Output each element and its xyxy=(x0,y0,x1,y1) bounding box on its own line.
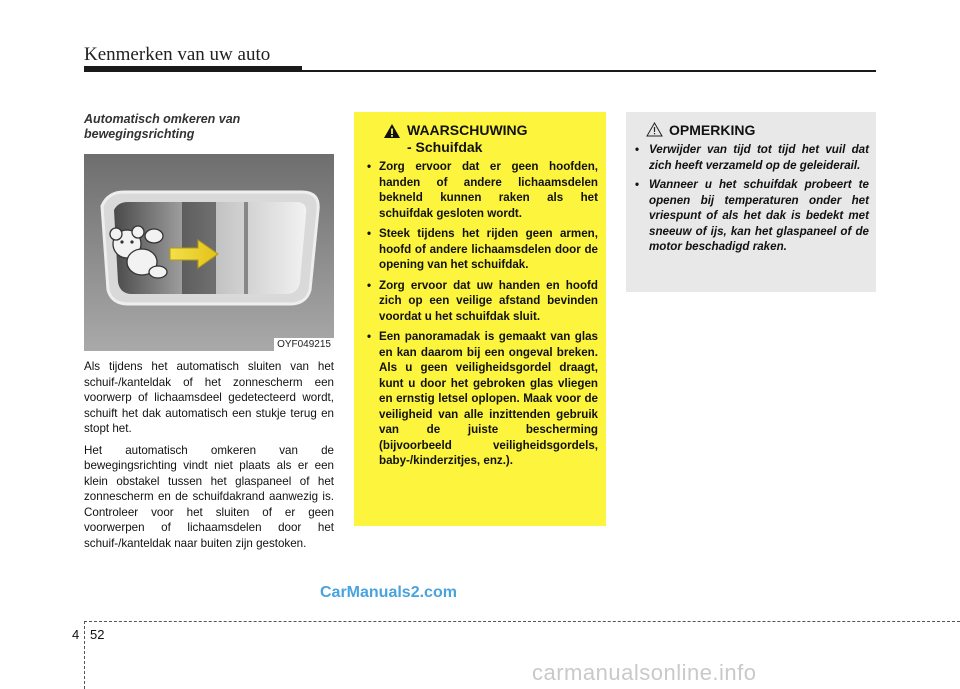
sunroof-drawing xyxy=(84,154,334,351)
main-column xyxy=(84,112,334,551)
note-header xyxy=(635,122,869,138)
note-list xyxy=(635,142,869,255)
note-title: OPMERKING xyxy=(669,122,756,138)
watermark-link[interactable]: CarManuals2.com xyxy=(320,584,457,601)
body-paragraph: Als tijdens het automatisch sluiten van het schuif-/kanteldak of het zonnescherm een voorwerp of lichaamsdeel gedetecteerd wordt, schuift het dak automatisch een stukje terug en stopt het. xyxy=(84,360,334,435)
header-rule-thin xyxy=(300,70,876,72)
section-number: 4 xyxy=(72,627,80,642)
warning-header xyxy=(367,122,598,139)
site-footer-link[interactable]: carmanualsonline.info xyxy=(532,660,757,685)
body-paragraph: Het automatisch omkeren van de bewegingsrichting vindt niet plaats als er een klein obstakel tussen het glaspaneel of het zonnescherm en de schuifdakrand aanwezig is. Controleer voor het sluiten of er geen voorwerpen of lichaamsdelen door het schuif-/kanteldak naar buiten zijn gestoken. xyxy=(84,443,334,550)
sunroof-illustration xyxy=(84,154,334,351)
warning-item: • Steek tijdens het rijden geen armen, hoofd of andere lichaamsdelen door de opening van het schuifdak. xyxy=(367,226,598,273)
warning-triangle-icon xyxy=(383,123,401,139)
header-rule-thick xyxy=(84,66,302,72)
page-header-title: Kenmerken van uw auto xyxy=(84,44,271,65)
warning-box xyxy=(354,112,606,526)
section-subheading: Automatisch omkeren van bewegingsrichting xyxy=(84,112,241,141)
note-box xyxy=(626,112,876,292)
warning-item: • Een panoramadak is gemaakt van glas en kan daarom bij een ongeval breken. Als u geen veiligheidsgordel draagt, kunt u door het gebroken glas vliegen en ernstig letsel oplopen. Maak voor de veiligheid van alle inzittenden gebruik van de juiste bescherming (bijvoorbeeld veiligheidsgordels, baby-/kinderzitjes, enz.). xyxy=(367,329,598,469)
warning-item: • Zorg ervoor dat er geen hoofden, handen of andere lichaamsdelen bekneld kunnen raken als het schuifdak gesloten wordt. xyxy=(367,159,598,221)
warning-item: • Zorg ervoor dat uw handen en hoofd zich op een veilige afstand bevinden voordat u het schuifdak sluit. xyxy=(367,278,598,325)
warning-list xyxy=(367,159,598,469)
warning-subtitle: - Schuifdak xyxy=(407,139,483,155)
figure-code: OYF049215 xyxy=(274,338,334,351)
footer-vertical-divider xyxy=(84,621,85,689)
warning-title: WAARSCHUWING xyxy=(407,122,528,138)
note-item: • Verwijder van tijd tot tijd het vuil dat zich heeft verzameld op de geleiderail. xyxy=(635,142,869,173)
page-number: 52 xyxy=(90,627,105,642)
footer-divider xyxy=(84,621,960,622)
note-item: • Wanneer u het schuifdak probeert te openen bij temperaturen onder het vriespunt of als het dak is bedekt met sneeuw of ijs, kan het glaspaneel of de motor beschadigd raken. xyxy=(635,177,869,255)
notice-triangle-icon xyxy=(646,122,663,137)
